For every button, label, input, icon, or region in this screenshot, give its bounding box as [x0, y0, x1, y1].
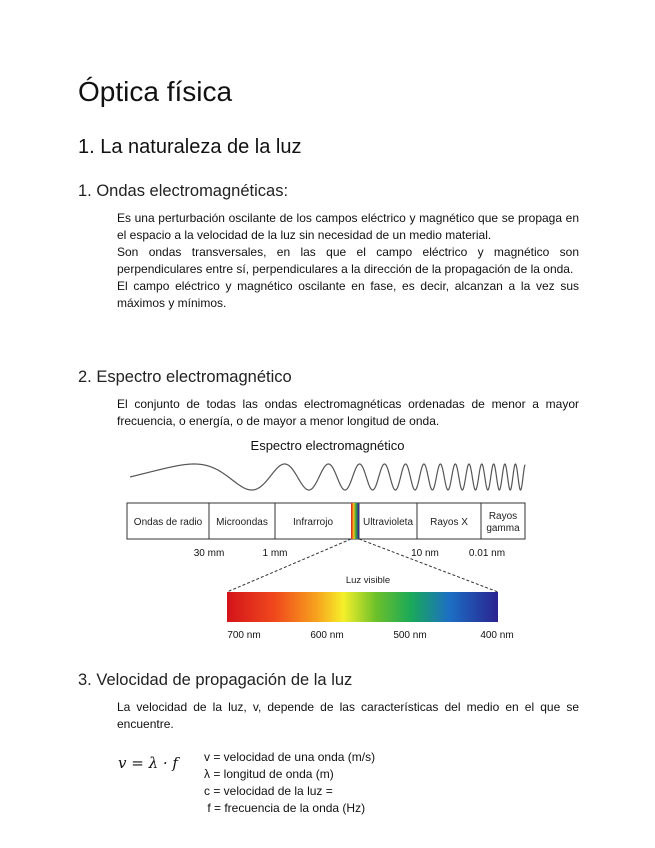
wave-equation: v = λ · f — [118, 754, 178, 772]
band-label-xrays: Rayos X — [430, 517, 468, 528]
visible-tick-600: 600 nm — [310, 630, 344, 641]
band-label-infrared: Infrarrojo — [292, 517, 334, 528]
spectrum-figure-title: Espectro electromagnético — [250, 438, 405, 453]
visible-strip — [351, 503, 359, 539]
waves-paragraph-3: El campo eléctrico y magnético oscilante en fase, es decir, alcanzan a la vez sus máximos y mínimos. — [117, 279, 579, 310]
visible-tick-400: 400 nm — [480, 630, 514, 641]
scale-label-10nm: 10 nm — [411, 548, 439, 559]
scale-label-30mm: 30 mm — [193, 548, 225, 559]
speed-paragraph: La velocidad de la luz, v, depende de las características del medio en el que se encuentre. — [117, 700, 579, 731]
subsection-heading-speed: 3. Velocidad de propagación de la luz — [78, 671, 353, 689]
wave-line — [130, 464, 525, 490]
spectrum-paragraph: El conjunto de todas las ondas electromagnéticas ordenadas de menor a mayor frecuencia, o energía, o de mayor a menor longitud de onda. — [117, 397, 579, 428]
band-label-gamma: Rayos gamma — [486, 511, 520, 534]
spectrum-diagram — [120, 458, 540, 644]
visible-tick-500: 500 nm — [393, 630, 427, 641]
definition-v: v = velocidad de una onda (m/s) — [204, 750, 376, 764]
band-label-microwave: Microondas — [216, 517, 268, 528]
scale-label-1mm: 1 mm — [262, 548, 288, 559]
scale-label-001nm: 0.01 nm — [468, 548, 506, 559]
waves-paragraphs — [117, 210, 579, 312]
visible-light-label: Luz visible — [345, 575, 391, 586]
subsection-heading-waves: 1. Ondas electromagnéticas: — [78, 182, 289, 200]
band-label-radio: Ondas de radio — [133, 517, 203, 528]
waves-paragraph-1: Es una perturbación oscilante de los campos eléctrico y magnético que se propaga en el espacio a la velocidad de la luz sin necesidad de un medio material. — [117, 211, 579, 242]
formula-definitions — [204, 749, 375, 817]
definition-f: f = frecuencia de la onda (Hz) — [204, 801, 366, 815]
definition-lambda: λ = longitud de onda (m) — [204, 767, 334, 781]
definition-c: c = velocidad de la luz = — [204, 784, 333, 798]
zoom-line-left — [227, 539, 351, 592]
section-heading: 1. La naturaleza de la luz — [78, 136, 302, 158]
visible-spectrum-bar — [227, 592, 498, 622]
subsection-heading-spectrum: 2. Espectro electromagnético — [78, 368, 292, 386]
visible-tick-700: 700 nm — [227, 630, 261, 641]
page-title: Óptica física — [78, 76, 233, 107]
waves-paragraph-2: Son ondas transversales, en las que el campo eléctrico y magnético son perpendiculares entre sí, perpendiculares a la dirección de la propagación de la onda. — [117, 245, 579, 276]
band-label-ultraviolet: Ultravioleta — [362, 517, 414, 528]
